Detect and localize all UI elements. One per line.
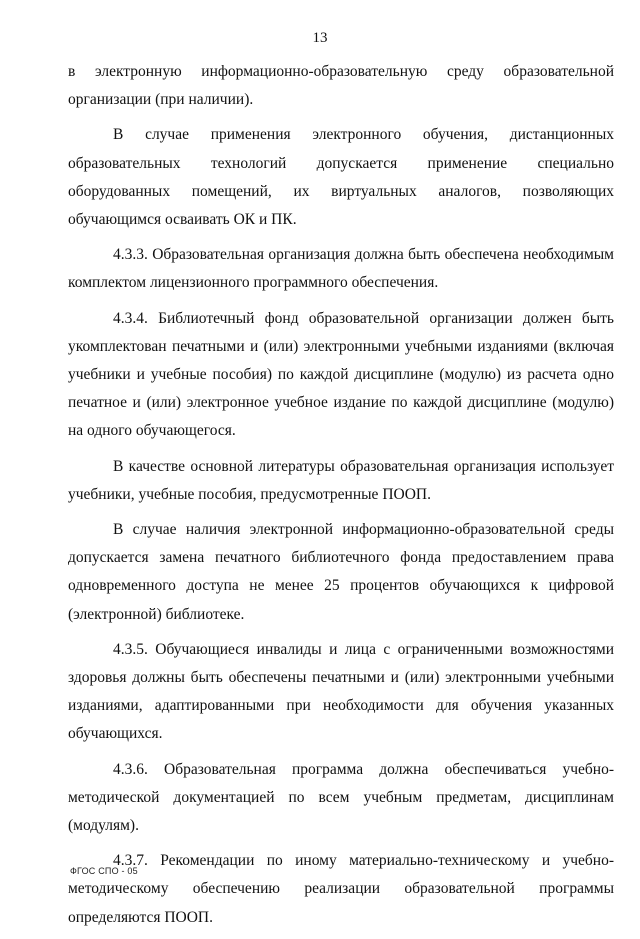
paragraph-main-literature: В качестве основной литературы образовательная организация использует учебники, учебные пособия, предусмотренные ПООП. [68, 457, 614, 503]
document-body [68, 58, 614, 939]
paragraph-4-3-4: 4.3.4. Библиотечный фонд образовательной организации должен быть укомплектован печатными и (или) электронными учебными изданиями (включая учебники и учебные пособия) по каждой дисциплине (модулю) из расчета одно печатное и (или) электронное учебное издание по каждой дисциплине (модулю) на одного обучающегося. [68, 309, 614, 440]
paragraph-distance-learning: В случае применения электронного обучения, дистанционных образовательных технологий допускается применение специально оборудованных помещений, их виртуальных аналогов, позволяющих обучающимся осваивать ОК и ПК. [68, 126, 614, 229]
paragraph-continuation: в электронную информационно-образовательную среду образовательной организации (при наличии). [68, 63, 614, 109]
page-number: 13 [312, 30, 328, 46]
paragraph-4-3-7: 4.3.7. Рекомендации по иному материально-техническому и учебно-методическому обеспечению реализации образовательной программы определяются ПООП. [68, 852, 614, 926]
paragraph-4-3-5: 4.3.5. Обучающиеся инвалиды и лица с ограниченными возможностями здоровья должны быть обеспечены печатными и (или) электронными учебными изданиями, адаптированными при необходимости для обучения указанных обучающихся. [68, 640, 614, 743]
footer-label: ФГОС СПО - 05 [70, 866, 138, 876]
paragraph-4-3-6: 4.3.6. Образовательная программа должна обеспечиваться учебно-методической документацией по всем учебным предметам, дисциплинам (модулям). [68, 760, 614, 835]
paragraph-electronic-library: В случае наличия электронной информационно-образовательной среды допускается замена печатного библиотечного фонда предоставлением права одновременного доступа не менее 25 процентов обучающихся к цифровой (электронной) библиотеке. [68, 521, 614, 623]
paragraph-4-3-3: 4.3.3. Образовательная организация должна быть обеспечена необходимым комплектом лицензионного программного обеспечения. [68, 246, 614, 292]
